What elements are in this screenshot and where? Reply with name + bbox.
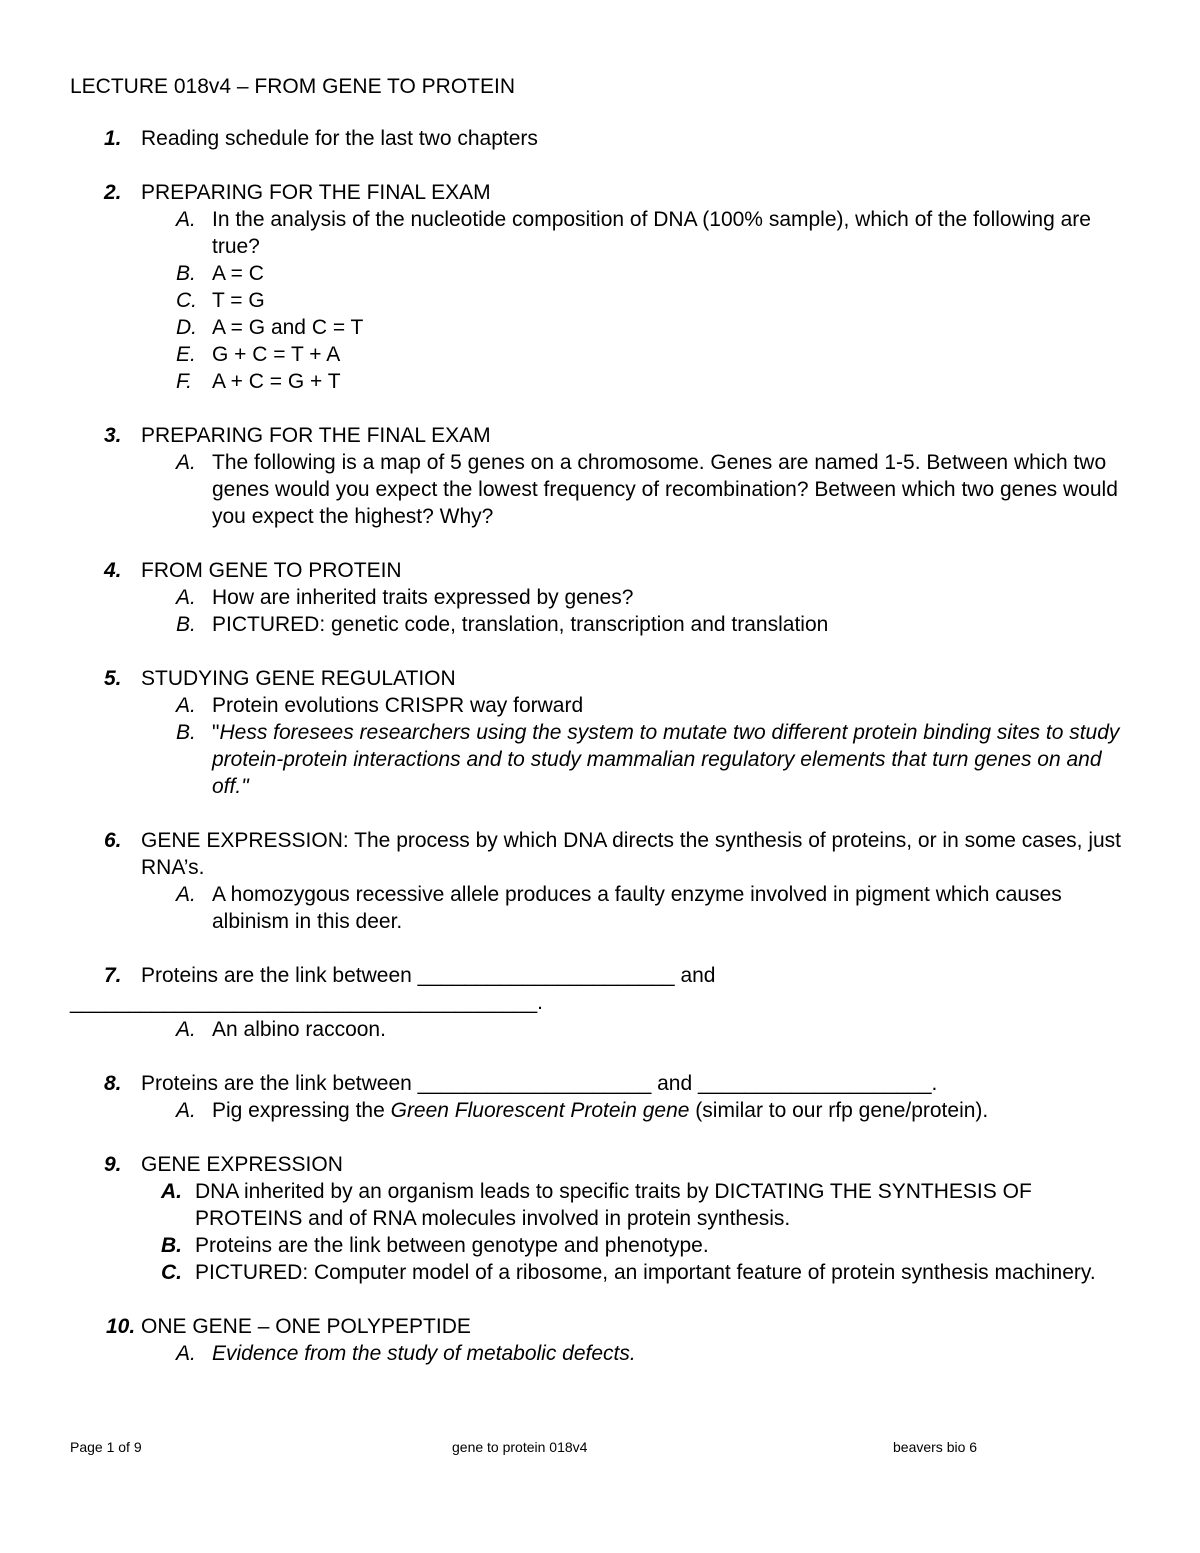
- outline-item-10: [70, 1313, 1130, 1367]
- sub-text: A = G and C = T: [212, 316, 364, 339]
- sub-list: [141, 1178, 1130, 1286]
- sub-text: T = G: [212, 289, 265, 312]
- sub-item: [141, 449, 1130, 530]
- sub-list: [141, 881, 1130, 935]
- sub-item: [141, 611, 1130, 638]
- sub-item: [141, 1016, 1130, 1043]
- sub-item: [141, 287, 1130, 314]
- outline-item-5: [70, 665, 1130, 800]
- sub-text: Protein evolutions CRISPR way forward: [212, 694, 584, 717]
- sub-text: How are inherited traits expressed by genes?: [212, 586, 634, 609]
- outline-item-7: [70, 962, 1130, 1043]
- item-heading: Proteins are the link between ____________________ and ____________________.: [141, 1072, 938, 1095]
- sub-text: G + C = T + A: [212, 343, 341, 366]
- item-number: 2.: [104, 181, 122, 204]
- sub-list: [141, 449, 1130, 530]
- sub-letter: A.: [176, 1342, 196, 1365]
- sub-list: [141, 1340, 1130, 1367]
- sub-list: [141, 692, 1130, 800]
- item-number: 6.: [104, 829, 122, 852]
- sub-text: In the analysis of the nucleotide composition of DNA (100% sample), which of the following are true?: [212, 208, 1091, 258]
- item-number: 1.: [104, 127, 122, 150]
- sub-item: [141, 1259, 1130, 1286]
- sub-letter: D.: [176, 316, 197, 339]
- item-heading: Reading schedule for the last two chapters: [141, 127, 538, 150]
- outline-item-1: [70, 125, 1130, 152]
- sub-text: Proteins are the link between genotype and phenotype.: [195, 1234, 709, 1257]
- sub-item: [141, 368, 1130, 395]
- sub-letter: A.: [176, 586, 196, 609]
- item-number: 10.: [106, 1315, 136, 1338]
- outline-list: [70, 125, 1130, 1394]
- sub-letter: B.: [176, 613, 196, 636]
- item-heading: PREPARING FOR THE FINAL EXAM: [141, 424, 491, 447]
- sub-list: [141, 1097, 1130, 1124]
- sub-item: [141, 314, 1130, 341]
- sub-letter: A.: [176, 694, 196, 717]
- sub-letter: B.: [161, 1234, 182, 1257]
- item-number: 4.: [104, 559, 122, 582]
- item-number: 3.: [104, 424, 122, 447]
- sub-text: The following is a map of 5 genes on a chromosome. Genes are named 1-5. Between which two genes would you expect the lowest frequency of recombination? Between which two genes would you expect the highest? Why?: [212, 451, 1118, 528]
- item-heading: ONE GENE – ONE POLYPEPTIDE: [141, 1315, 471, 1338]
- item-heading: PREPARING FOR THE FINAL EXAM: [141, 181, 491, 204]
- sub-item: [141, 1340, 1130, 1367]
- sub-text: Evidence from the study of metabolic defects.: [212, 1342, 636, 1365]
- item-heading: Proteins are the link between ______________________ and ________________________________________.: [70, 964, 716, 1014]
- sub-text: A + C = G + T: [212, 370, 341, 393]
- quote-open: ": [212, 721, 220, 744]
- outline-item-3: [70, 422, 1130, 530]
- sub-item: [141, 719, 1130, 800]
- sub-letter: A.: [176, 451, 196, 474]
- outline-item-9: [70, 1151, 1130, 1286]
- footer-doc-name: gene to protein 018v4: [452, 1439, 588, 1455]
- item-number: 7.: [104, 964, 122, 987]
- sub-letter: A.: [161, 1180, 182, 1203]
- sub-text: A = C: [212, 262, 264, 285]
- footer-page-number: Page 1 of 9: [70, 1439, 142, 1455]
- outline-item-4: [70, 557, 1130, 638]
- sub-item: [141, 1232, 1130, 1259]
- lecture-title: LECTURE 018v4 – FROM GENE TO PROTEIN: [70, 75, 515, 98]
- sub-list: [141, 206, 1130, 395]
- sub-item: [141, 1178, 1130, 1232]
- sub-text: A homozygous recessive allele produces a faulty enzyme involved in pigment which causes albinism in this deer.: [212, 883, 1062, 933]
- sub-item: [141, 692, 1130, 719]
- sub-text: PICTURED: genetic code, translation, transcription and translation: [212, 613, 829, 636]
- sub-list: [141, 1016, 1130, 1043]
- item-heading: STUDYING GENE REGULATION: [141, 667, 456, 690]
- sub-item: [141, 881, 1130, 935]
- sub-letter: B.: [176, 262, 196, 285]
- sub-list: [141, 584, 1130, 638]
- item-heading: GENE EXPRESSION: The process by which DNA directs the synthesis of proteins, or in some cases, just RNA’s.: [141, 829, 1122, 879]
- item-heading: GENE EXPRESSION: [141, 1153, 343, 1176]
- sub-letter: C.: [176, 289, 197, 312]
- sub-letter: A.: [176, 1018, 196, 1041]
- sub-item: [141, 1097, 1130, 1124]
- sub-letter: B.: [176, 721, 196, 744]
- sub-text: An albino raccoon.: [212, 1018, 386, 1041]
- sub-item: [141, 584, 1130, 611]
- sub-text-post: (similar to our rfp gene/protein).: [689, 1099, 989, 1122]
- sub-text: PICTURED: Computer model of a ribosome, an important feature of protein synthesis machinery.: [195, 1261, 1096, 1284]
- sub-item: [141, 260, 1130, 287]
- quote-close: ": [241, 775, 249, 798]
- item-number: 5.: [104, 667, 122, 690]
- footer-course: beavers bio 6: [893, 1439, 978, 1455]
- sub-text-italic: Green Fluorescent Protein gene: [390, 1099, 690, 1122]
- sub-letter: F.: [176, 370, 192, 393]
- sub-item: [141, 206, 1130, 260]
- sub-letter: A.: [176, 208, 196, 231]
- item-number: 8.: [104, 1072, 122, 1095]
- outline-item-6: [70, 827, 1130, 935]
- sub-text: DNA inherited by an organism leads to specific traits by DICTATING THE SYNTHESIS OF PROTEINS and of RNA molecules involved in protein synthesis.: [195, 1180, 1032, 1230]
- outline-item-2: [70, 179, 1130, 395]
- sub-text-pre: Pig expressing the: [212, 1099, 391, 1122]
- quote-text: Hess foresees researchers using the system to mutate two different protein binding sites to study protein-protein interactions and to study mammalian regulatory elements that turn genes on and off.: [212, 721, 1120, 798]
- sub-item: [141, 341, 1130, 368]
- item-heading: FROM GENE TO PROTEIN: [141, 559, 402, 582]
- sub-letter: C.: [161, 1261, 182, 1284]
- outline-item-8: [70, 1070, 1130, 1124]
- sub-letter: A.: [176, 1099, 196, 1122]
- sub-letter: E.: [176, 343, 196, 366]
- item-number: 9.: [104, 1153, 122, 1176]
- sub-letter: A.: [176, 883, 196, 906]
